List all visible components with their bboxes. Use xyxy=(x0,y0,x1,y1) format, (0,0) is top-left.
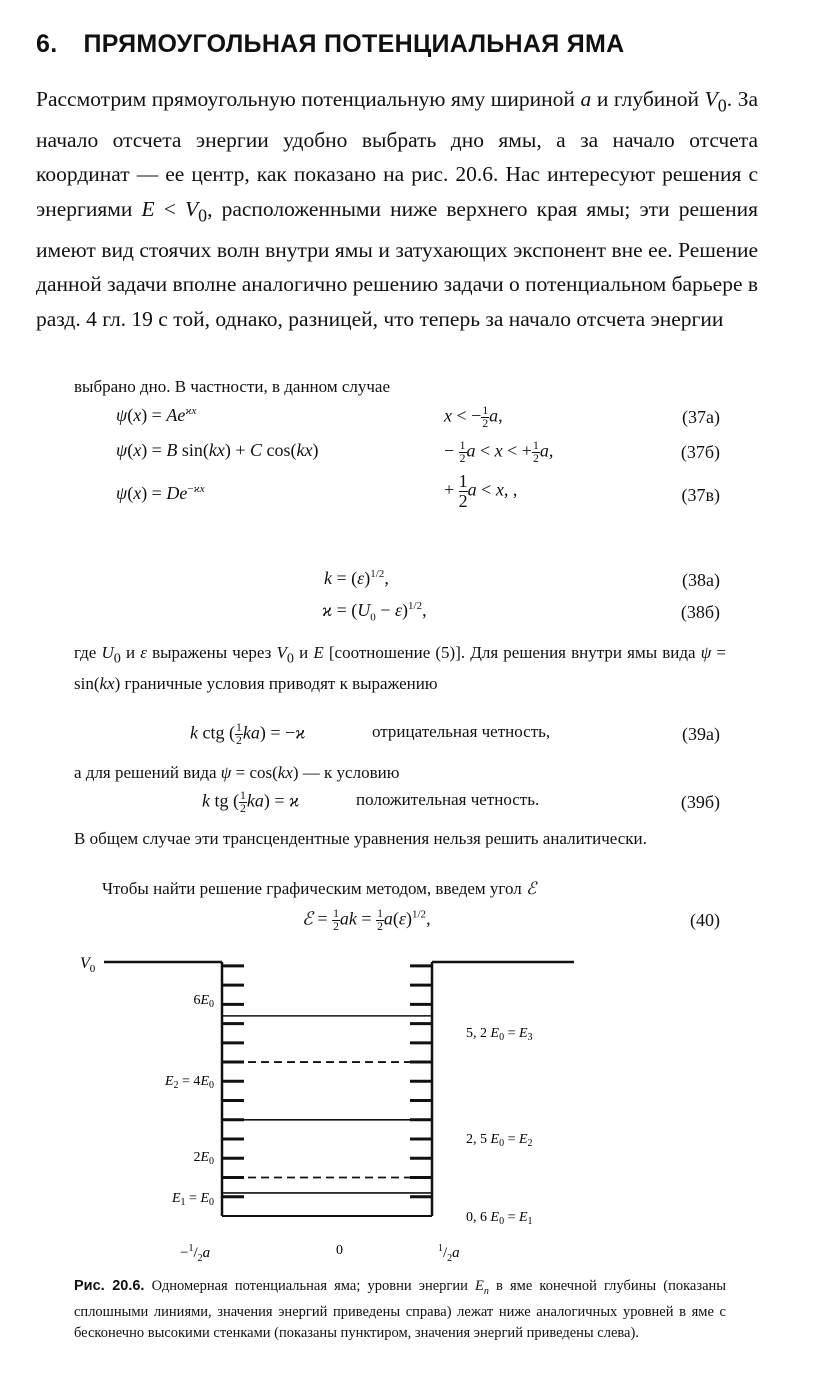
eq-39b-number: (39б) xyxy=(680,792,720,812)
energy-ticks xyxy=(222,966,432,1197)
eq-39a-note: отрицательная четность, xyxy=(372,722,551,741)
label-e2-infinite: $E_2 = 4E_0$ xyxy=(164,1074,214,1091)
eq-38a-number: (38а) xyxy=(682,570,720,590)
where-paragraph: где $U_0$ и ε выражены через $V_0$ и E [соотношение (5)]. Для решения внутри ямы вида ψ = sin(kx) граничные условия приводят к выражению xyxy=(74,643,727,694)
label-e1-infinite: $E_1 = E_0$ xyxy=(171,1191,214,1208)
eq-37a-domain: x < − $\frac{1}{2}$ a, xyxy=(444,404,503,430)
eq-37v-domain: + $\frac{1}{2}$ a < x, , xyxy=(444,471,518,511)
eq-38b: $ϰ = (U_0 - \varepsilon)^{1/2}$, xyxy=(322,600,427,624)
where-e: [соотношение (5)]. Для решения внутри ямы вида xyxy=(328,643,696,662)
graphical-text: Чтобы найти решение графическим методом, введем угол xyxy=(102,879,522,898)
caption-label: Рис. 20.6. xyxy=(74,1278,145,1294)
where-c: выражены через xyxy=(152,643,272,662)
eq-37a-lhs: $\psi(x) = Ae^{ϰx}$ xyxy=(116,405,197,425)
axis-left: $-^1/_2a$ xyxy=(180,1243,211,1264)
label-2e0: $2E_0$ xyxy=(193,1150,214,1167)
eq-37b-lhs: ψ(x) = B sin(kx) + C cos(kx) xyxy=(116,440,319,460)
eq-37v-lhs: $\psi(x) = De^{-ϰx}$ xyxy=(116,483,205,503)
intro-text-4: , расположенными ниже верхнего края ямы; эти решения имеют вид стоячих волн внутри ямы и затухающих экспонент вне ее. Решение данной задачи вполне аналогично решению задачи о потенциальном барьере в разд. 4 гл. 19 с той, однако, разницей, что теперь за начало отсчета энергии xyxy=(36,196,759,331)
where-a: где xyxy=(74,643,97,662)
where-d: и xyxy=(299,643,309,662)
axis-zero: 0 xyxy=(336,1243,343,1258)
eq-37v-number: (37в) xyxy=(681,485,720,505)
eq-40-number: (40) xyxy=(690,910,720,930)
eq-39b: k tg ( $\frac{1}{2}$ ka) = ϰ xyxy=(202,789,300,815)
label-e3-finite: 5, 2 $E_0 = E_3$ xyxy=(466,1026,533,1043)
eq-39a: k ctg ( $\frac{1}{2}$ ka) = −ϰ xyxy=(190,721,306,747)
and-for-a: а для решений вида xyxy=(74,763,217,782)
eq-38a: $k = (\varepsilon)^{1/2}$, xyxy=(324,568,389,588)
where-b: и xyxy=(125,643,136,662)
eq-37b-domain: − $\frac{1}{2}$ a < x < + $\frac{1}{2}$ a, xyxy=(444,439,554,465)
section-heading xyxy=(36,30,625,59)
label-e2-finite: 2, 5 $E_0 = E_2$ xyxy=(466,1132,533,1149)
eq-38b-number: (38б) xyxy=(680,602,720,622)
potential-well-figure xyxy=(0,940,816,1270)
v0-label: $V_0$ xyxy=(80,955,96,975)
eq-39b-note: положительная четность. xyxy=(356,790,540,809)
general-paragraph xyxy=(74,826,726,851)
and-for-line: а для решений вида ψ = cos(kx) — к условию xyxy=(74,763,400,782)
axis-right: $^1/_2a$ xyxy=(438,1243,460,1264)
intro-text-3: . За начало отсчета энергии удобно выбрать дно ямы, а за начало отсчета координат — ее центр, как показано на рис. 20.6. Нас интересуют решения с энергиями xyxy=(36,87,759,221)
where-f: граничные условия приводят к выражению xyxy=(124,674,438,694)
graphical-line: Чтобы найти решение графическим методом, введем угол ℰ xyxy=(102,879,537,898)
eq-37b-number: (37б) xyxy=(680,442,720,462)
caption-text-a: Одномерная потенциальная яма; уровни энергии xyxy=(151,1278,468,1294)
general-text: В общем случае эти трансцендентные уравнения нельзя решить аналитически. xyxy=(74,829,647,848)
label-6e0: $6E_0$ xyxy=(193,993,214,1010)
section-title: ПРЯМОУГОЛЬНАЯ ПОТЕНЦИАЛЬНАЯ ЯМА xyxy=(83,30,625,58)
caption-text-b: в яме конечной глубины (показаны сплошными линиями, значения энергий приведены справа) лежат ниже аналогичных уровней в яме с бесконечно высокими стенками (показаны пунктиром, значения энергий приведены слева). xyxy=(74,1278,727,1341)
chosen-text xyxy=(74,374,726,399)
eq-39a-number: (39а) xyxy=(682,724,720,744)
eq-40: ℰ = $\frac{1}{2}$ ak = $\frac{1}{2}$ $a(\varepsilon)^{1/2}$, xyxy=(302,907,431,933)
section-number: 6. xyxy=(36,30,58,58)
chosen-line: выбрано дно. В частности, в данном случае xyxy=(74,377,391,396)
intro-paragraph: Рассмотрим прямоугольную потенциальную яму шириной a и глубиной $V_0$. За начало отсчета энергии удобно выбрать дно ямы, а за начало отсчета координат — ее центр, как показано на рис. 20.6. Нас интересуют решения с энергиями $E < V_0$, расположенными ниже верхнего края ямы; эти решения имеют вид стоячих волн внутри ямы и затухающих экспонент вне ее. Решение данной задачи вполне аналогично решению задачи о потенциальном барьере в разд. 4 гл. 19 с той, однако, разницей, что теперь за начало отсчета энергии xyxy=(36,87,759,331)
eq-37a-number: (37а) xyxy=(682,407,720,427)
energy-levels xyxy=(222,1016,432,1193)
intro-text-1: Рассмотрим прямоугольную потенциальную яму шириной xyxy=(36,87,575,111)
intro-text-2: и глубиной xyxy=(596,87,700,111)
figure-caption: Рис. 20.6. Одномерная потенциальная яма; уровни энергии $E_n$ в яме конечной глубины (показаны сплошными линиями, значения энергий приведены справа) лежат ниже аналогичных уровней в яме с бесконечно высокими стенками (показаны пунктиром, значения энергий приведены слева). xyxy=(74,1278,727,1341)
label-e1-finite: 0, 6 $E_0 = E_1$ xyxy=(466,1210,533,1227)
and-for-b: — к условию xyxy=(302,763,400,782)
